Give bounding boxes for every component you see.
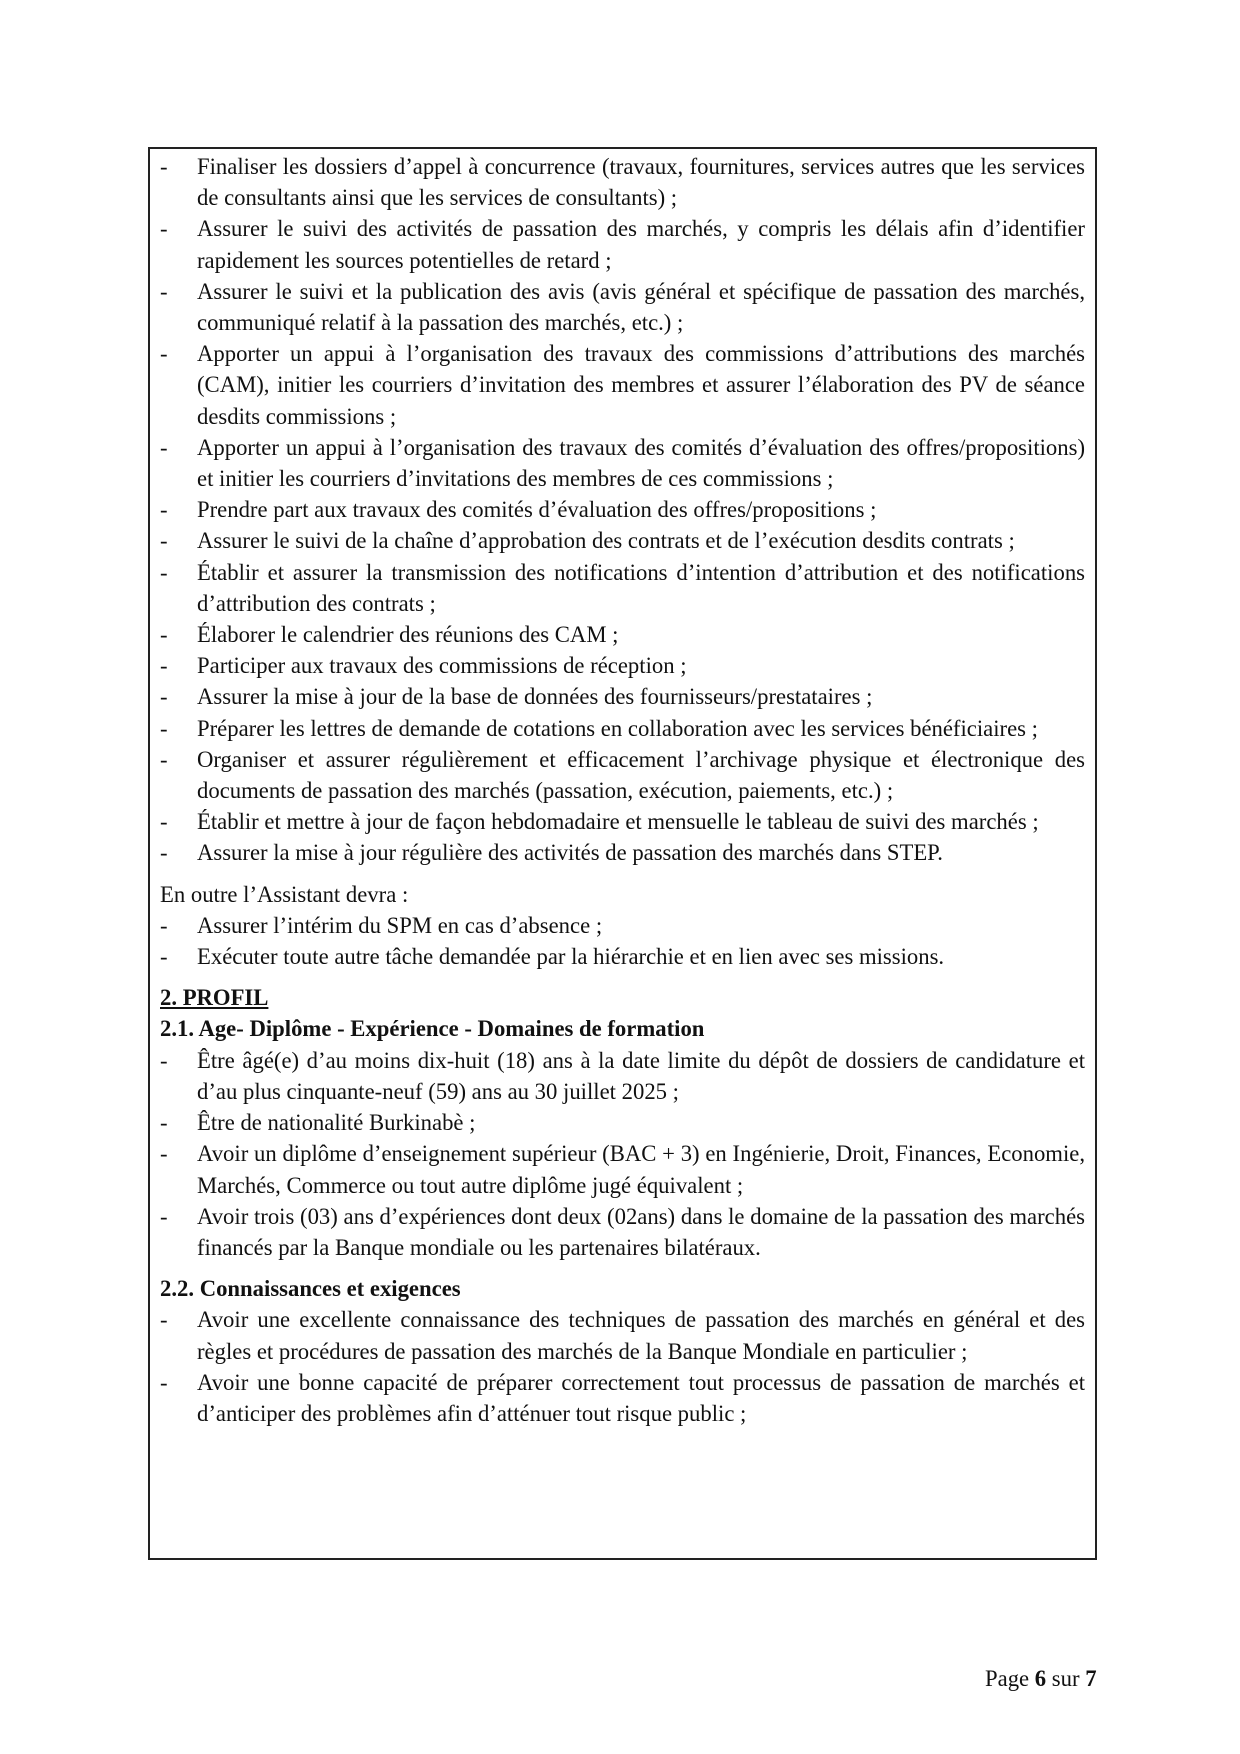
list-item-text: Élaborer le calendrier des réunions des CAM ; <box>197 622 619 648</box>
page-label: Page <box>985 1666 1030 1691</box>
additional-duties-intro: En outre l’Assistant devra : <box>160 881 409 907</box>
list-item-text: Participer aux travaux des commissions de réception ; <box>197 653 687 679</box>
bullet-dash: - <box>160 622 168 648</box>
list-item <box>160 525 1085 556</box>
list-item <box>160 837 1085 868</box>
list-item <box>160 744 1085 806</box>
list-item-text: Finaliser les dossiers d’appel à concurrence (travaux, fournitures, services autres que les services de consultants ainsi que les services de consultants) ; <box>197 154 1085 211</box>
bullet-dash: - <box>160 341 168 367</box>
list-item <box>160 713 1085 744</box>
tasks-list <box>160 151 1085 869</box>
list-item-text: Organiser et assurer régulièrement et efficacement l’archivage physique et électronique des documents de passation des marchés (passation, exécution, paiements, etc.) ; <box>197 746 1085 804</box>
bullet-dash: - <box>160 1307 168 1333</box>
bullet-dash: - <box>160 559 168 585</box>
list-item-text: Exécuter toute autre tâche demandée par la hiérarchie et en lien avec ses missions. <box>197 944 945 970</box>
list-item <box>160 619 1085 650</box>
bullet-dash: - <box>160 746 168 772</box>
list-item <box>160 1201 1085 1263</box>
list-item-text: Prendre part aux travaux des comités d’évaluation des offres/propositions ; <box>197 497 877 523</box>
bullet-dash: - <box>160 715 168 741</box>
list-item <box>160 338 1085 432</box>
list-item <box>160 276 1085 338</box>
list-item <box>160 1045 1085 1107</box>
content-frame <box>148 147 1097 1560</box>
list-item-text: Être de nationalité Burkinabè ; <box>197 1110 476 1136</box>
list-item-text: Avoir un diplôme d’enseignement supérieur (BAC + 3) en Ingénierie, Droit, Finances, Economie, Marchés, Commerce ou tout autre diplôme jugé équivalent ; <box>197 1141 1085 1198</box>
page-number: 6 <box>1034 1666 1047 1691</box>
list-item <box>160 557 1085 619</box>
bullet-dash: - <box>160 154 168 179</box>
list-item-text: Être âgé(e) d’au moins dix-huit (18) ans à la date limite du dépôt de dossiers de candidature et d’au plus cinquante-neuf (59) ans au 30 juillet 2025 ; <box>197 1047 1085 1104</box>
list-item <box>160 650 1085 681</box>
list-item-text: Établir et mettre à jour de façon hebdomadaire et mensuelle le tableau de suivi des marchés ; <box>197 809 1039 835</box>
list-item-text: Apporter un appui à l’organisation des travaux des commissions d’attributions des marchés (CAM), initier les courriers d’invitation des membres et assurer l’élaboration des PV de séance desdits commissions ; <box>197 341 1085 429</box>
bullet-dash: - <box>160 684 168 710</box>
bullet-dash: - <box>160 944 168 970</box>
list-item-text: Avoir trois (03) ans d’expériences dont deux (02ans) dans le domaine de la passation des marchés financés par la Banque mondiale ou les partenaires bilatéraux. <box>197 1203 1085 1260</box>
bullet-dash: - <box>160 1047 168 1073</box>
list-item <box>160 1138 1085 1200</box>
list-item-text: Assurer l’intérim du SPM en cas d’absence ; <box>197 912 603 938</box>
bullet-dash: - <box>160 840 168 866</box>
bullet-dash: - <box>160 216 168 242</box>
list-item <box>160 910 1085 941</box>
bullet-dash: - <box>160 1369 168 1395</box>
list-item <box>160 213 1085 275</box>
additional-duties-list <box>160 910 1085 972</box>
list-item <box>160 1367 1085 1429</box>
list-item-text: Préparer les lettres de demande de cotations en collaboration avec les services bénéficiaires ; <box>197 715 1038 741</box>
bullet-dash: - <box>160 1203 168 1229</box>
bullet-dash: - <box>160 1110 168 1136</box>
list-item-text: Assurer la mise à jour de la base de données des fournisseurs/prestataires ; <box>197 684 873 710</box>
bullet-dash: - <box>160 528 168 554</box>
bullet-dash: - <box>160 434 168 460</box>
list-item <box>160 151 1085 213</box>
list-item-text: Assurer la mise à jour régulière des activités de passation des marchés dans STEP. <box>197 840 943 866</box>
list-item-text: Avoir une excellente connaissance des techniques de passation des marchés en général et des règles et procédures de passation des marchés de la Banque Mondiale en particulier ; <box>197 1307 1085 1364</box>
bullet-dash: - <box>160 809 168 835</box>
subsection-heading-knowledge: 2.2. Connaissances et exigences <box>160 1276 461 1302</box>
bullet-dash: - <box>160 497 168 523</box>
bullet-dash: - <box>160 912 168 938</box>
knowledge-list <box>160 1304 1085 1429</box>
list-item <box>160 1304 1085 1366</box>
page-footer <box>985 1665 1097 1693</box>
bullet-dash: - <box>160 653 168 679</box>
requirements-list <box>160 1045 1085 1263</box>
list-item-text: Établir et assurer la transmission des notifications d’intention d’attribution et des notifications d’attribution des contrats ; <box>197 559 1085 616</box>
total-pages: 7 <box>1085 1666 1097 1691</box>
list-item-text: Assurer le suivi et la publication des avis (avis général et spécifique de passation des marchés, communiqué relatif à la passation des marchés, etc.) ; <box>197 278 1085 336</box>
bullet-dash: - <box>160 1141 168 1167</box>
list-item <box>160 494 1085 525</box>
bullet-dash: - <box>160 278 168 304</box>
list-item <box>160 806 1085 837</box>
page-of-label: sur <box>1051 1666 1080 1691</box>
list-item-text: Avoir une bonne capacité de préparer correctement tout processus de passation de marchés et d’anticiper des problèmes afin d’atténuer tout risque public ; <box>197 1369 1085 1426</box>
list-item-text: Assurer le suivi des activités de passation des marchés, y compris les délais afin d’identifier rapidement les sources potentielles de retard ; <box>197 216 1085 273</box>
subsection-heading-requirements: 2.1. Age- Diplôme - Expérience - Domaines de formation <box>160 1016 705 1042</box>
list-item <box>160 941 1085 972</box>
list-item <box>160 681 1085 712</box>
list-item <box>160 1107 1085 1138</box>
section-heading-profil: 2. PROFIL <box>160 985 269 1011</box>
list-item <box>160 432 1085 494</box>
list-item-text: Apporter un appui à l’organisation des travaux des comités d’évaluation des offres/propositions) et initier les courriers d’invitations des membres de ces commissions ; <box>197 434 1085 492</box>
list-item-text: Assurer le suivi de la chaîne d’approbation des contrats et de l’exécution desdits contrats ; <box>197 528 1015 554</box>
